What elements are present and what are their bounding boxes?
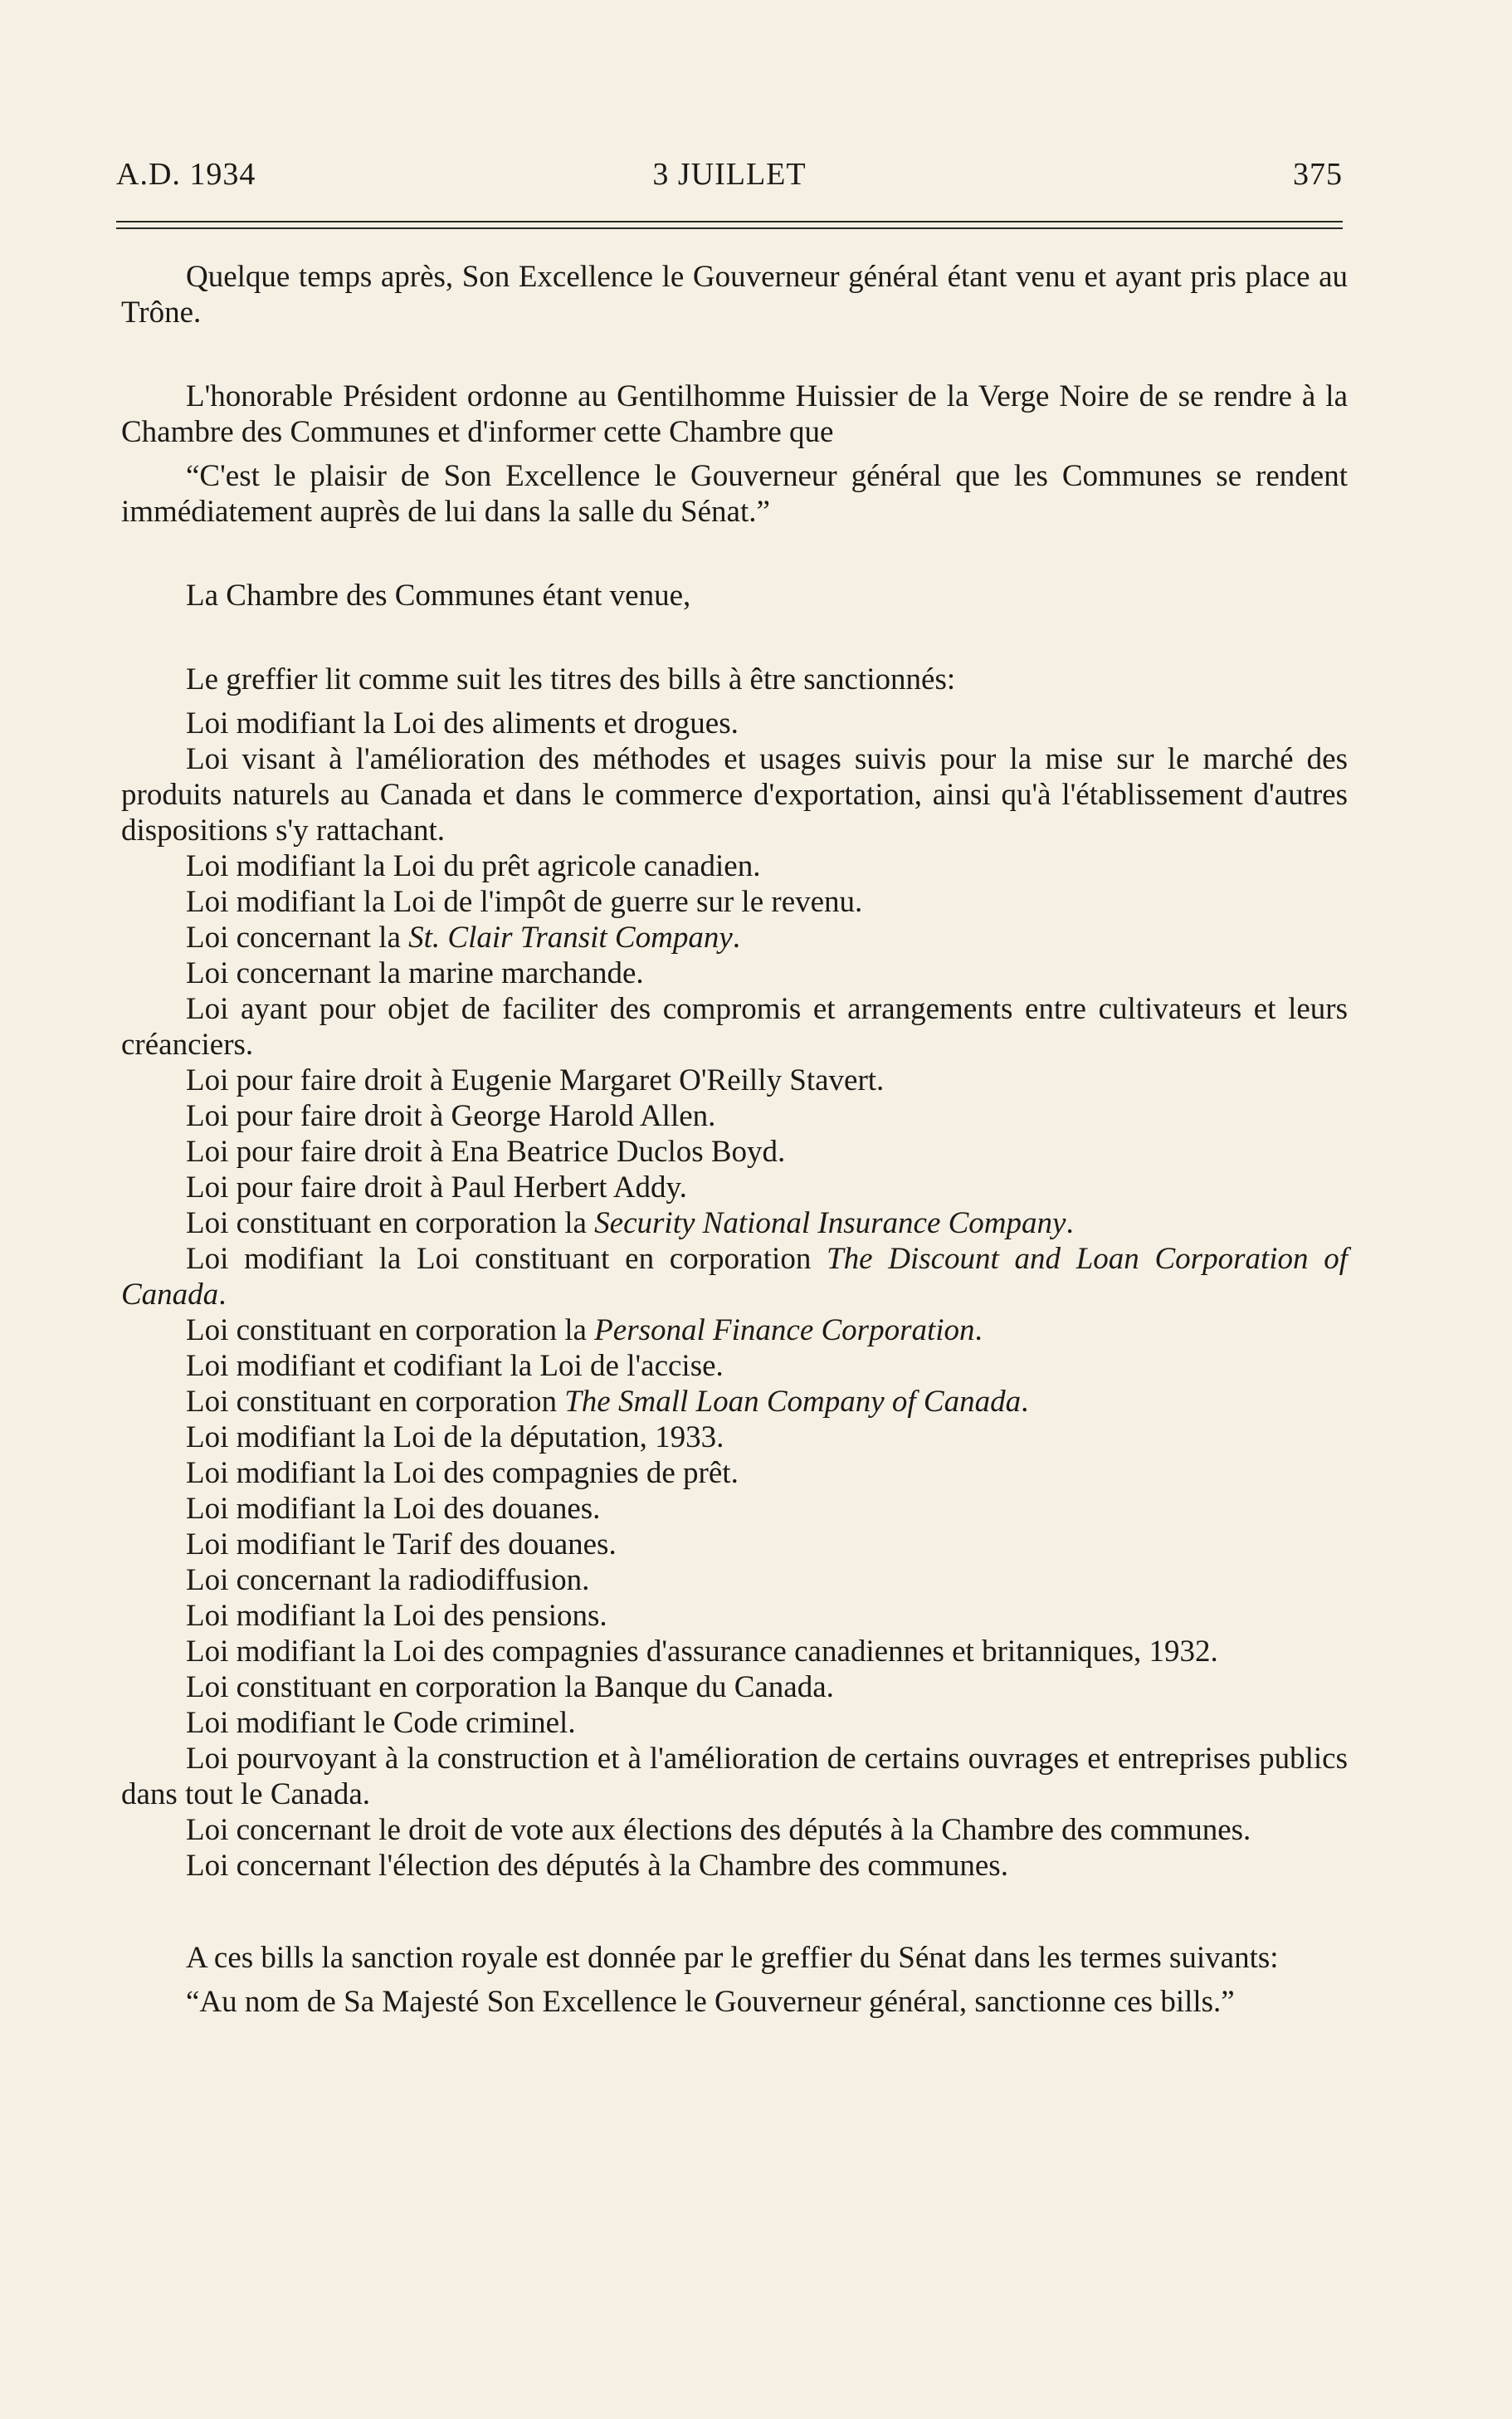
bill-text: Loi constituant en corporation la [186,1206,595,1240]
bill-item: Loi modifiant le Tarif des douanes. [186,1527,617,1561]
bill-item: Loi concernant la marine marchande. [186,956,644,990]
bill-company-name: Security National Insurance Company [594,1206,1066,1240]
bill-item: Loi visant à l'amélioration des méthodes et usages suivis pour la mise sur le marché des produits naturels au Canada et dans le commerce d'exportation, ainsi qu'à l'établissement d'autres dispositions s'y rattachant. [121,742,1348,848]
bill-company-name: The Discount and Loan Corporation of Canada [121,1242,1348,1312]
bill-item [121,1205,1348,1241]
paragraph: Quelque temps après, Son Excellence le Gouverneur général étant venu et ayant pris place au Trône. [121,260,1348,330]
paragraph: A ces bills la sanction royale est donnée par le greffier du Sénat dans les termes suivants: [186,1941,1279,1975]
bill-item [121,1312,1348,1348]
bill-item: Loi modifiant la Loi des pensions. [186,1599,607,1633]
bill-item: Loi modifiant la Loi des douanes. [186,1492,601,1526]
bill-text: Loi constituant en corporation la [186,1313,595,1347]
bill-item [121,1384,1348,1420]
bill-item: Loi ayant pour objet de faciliter des compromis et arrangements entre cultivateurs et leurs créanciers. [121,992,1348,1062]
bill-item: Loi pour faire droit à Eugenie Margaret O'Reilly Stavert. [186,1063,885,1097]
paragraph: Le greffier lit comme suit les titres des bills à être sanctionnés: [186,662,956,696]
bill-punct: . [732,921,741,955]
bill-company-name: Personal Finance Corporation [594,1313,975,1347]
page-header [116,156,1343,198]
bill-item: Loi modifiant la Loi des compagnies d'assurance canadiennes et britanniques, 1932. [186,1635,1218,1669]
paragraph: La Chambre des Communes étant venue, [186,579,691,613]
bill-item: Loi concernant le droit de vote aux élections des députés à la Chambre des communes. [186,1813,1251,1847]
page-body [121,259,1348,2020]
bill-item [121,920,1348,955]
bill-company-name: The Small Loan Company of Canada [564,1385,1022,1419]
bill-punct: . [974,1313,983,1347]
bill-item: Loi constituant en corporation la Banque du Canada. [186,1670,834,1704]
bill-punct: . [1021,1385,1029,1419]
header-date: 3 JUILLET [652,157,807,192]
bill-punct: . [1066,1206,1074,1240]
bill-item: Loi modifiant la Loi de la députation, 1933. [186,1420,724,1454]
paragraph: L'honorable Président ordonne au Gentilhomme Huissier de la Verge Noire de se rendre à la Chambre des Communes et d'informer cette Chambre que [121,379,1348,449]
bill-item: Loi pour faire droit à Paul Herbert Addy. [186,1170,687,1205]
bill-item: Loi modifiant la Loi des aliments et drogues. [186,706,739,740]
page-number: 375 [1293,157,1343,192]
bill-item: Loi concernant la radiodiffusion. [186,1563,590,1597]
quotation: “Au nom de Sa Majesté Son Excellence le Gouverneur général, sanctionne ces bills.” [186,1985,1235,2019]
bill-punct: . [218,1278,227,1312]
header-rule-top [116,221,1343,222]
bill-item: Loi concernant l'élection des députés à la Chambre des communes. [186,1849,1008,1883]
bill-item: Loi pour faire droit à Ena Beatrice Duclos Boyd. [186,1135,786,1169]
header-rule-bottom [116,227,1343,229]
bill-text: Loi concernant la [186,921,409,955]
bill-item: Loi modifiant la Loi des compagnies de prêt. [186,1456,739,1490]
bill-list [121,706,1348,1884]
bill-item: Loi modifiant le Code criminel. [186,1706,576,1740]
bill-item: Loi modifiant et codifiant la Loi de l'accise. [186,1349,724,1383]
bill-text: Loi constituant en corporation [186,1385,565,1419]
bill-company-name: St. Clair Transit Company [408,921,733,955]
quotation: “C'est le plaisir de Son Excellence le Gouverneur général que les Communes se rendent immédiatement auprès de lui dans la salle du Sénat.” [121,459,1348,529]
bill-item [121,1241,1348,1312]
bill-item: Loi modifiant la Loi de l'impôt de guerre sur le revenu. [186,885,863,919]
bill-text: Loi modifiant la Loi constituant en corporation [186,1242,827,1276]
bill-item: Loi pour faire droit à George Harold Allen. [186,1099,716,1133]
header-year: A.D. 1934 [116,157,256,192]
bill-item: Loi modifiant la Loi du prêt agricole canadien. [186,849,761,883]
bill-item: Loi pourvoyant à la construction et à l'amélioration de certains ouvrages et entreprises publics dans tout le Canada. [121,1742,1348,1811]
